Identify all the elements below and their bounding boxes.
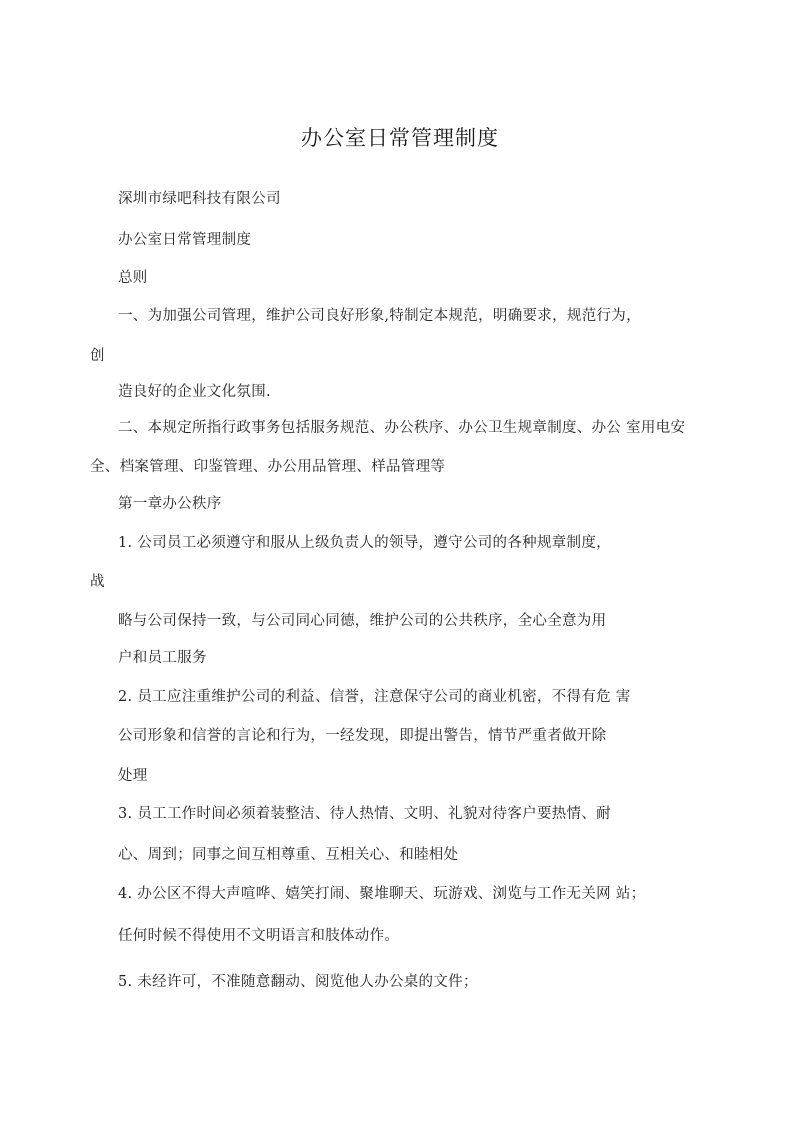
list-item-line: 户和员工服务 bbox=[118, 650, 207, 666]
list-item-line: 5. 未经许可，不准随意翻动、阅览他人办公桌的文件； bbox=[118, 974, 478, 990]
document-title: 办公室日常管理制度 bbox=[301, 126, 499, 150]
paragraph-line: 一、为加强公司管理，维护公司良好形象,特制定本规范，明确要求，规范行为， bbox=[118, 308, 641, 324]
list-item-line: 1. 公司员工必须遵守和服从上级负责人的领导，遵守公司的各种规章制度， bbox=[118, 535, 611, 551]
list-item-line: 任何时候不得使用不文明语言和肢体动作。 bbox=[118, 928, 400, 944]
paragraph-line: 造良好的企业文化氛围. bbox=[118, 384, 271, 400]
paragraph-line: 全、档案管理、印鉴管理、办公用品管理、样品管理等 bbox=[90, 459, 446, 475]
list-item-line: 心、周到；同事之间互相尊重、互相关心、和睦相处 bbox=[118, 847, 459, 863]
list-item-line: 4. 办公区不得大声喧哗、嬉笑打闹、聚堆聊天、玩游戏、浏览与工作无关网 站； bbox=[118, 886, 646, 902]
chapter-heading: 第一章办公秩序 bbox=[118, 496, 222, 512]
section-heading-general: 总则 bbox=[118, 270, 148, 286]
list-item-line: 3. 员工工作时间必须着装整洁、待人热情、文明、礼貌对待客户要热情、耐 bbox=[118, 806, 611, 822]
paragraph-line: 二、本规定所指行政事务包括服务规范、办公秩序、办公卫生规章制度、办公 室用电安 bbox=[118, 420, 686, 436]
list-item-line: 略与公司保持一致，与公司同心同德，维护公司的公共秩序，全心全意为用 bbox=[118, 613, 607, 629]
paragraph-line: 创 bbox=[90, 348, 105, 364]
company-name-line: 深圳市绿吧科技有限公司 bbox=[118, 191, 281, 207]
list-item-line: 处理 bbox=[118, 768, 148, 784]
list-item-line: 公司形象和信誉的言论和行为，一经发现，即提出警告，情节严重者做开除 bbox=[118, 728, 607, 744]
list-item-line: 战 bbox=[90, 574, 105, 590]
subtitle-line: 办公室日常管理制度 bbox=[118, 232, 252, 248]
list-item-line: 2. 员工应注重维护公司的利益、信誉，注意保守公司的商业机密，不得有危 害 bbox=[118, 689, 631, 705]
